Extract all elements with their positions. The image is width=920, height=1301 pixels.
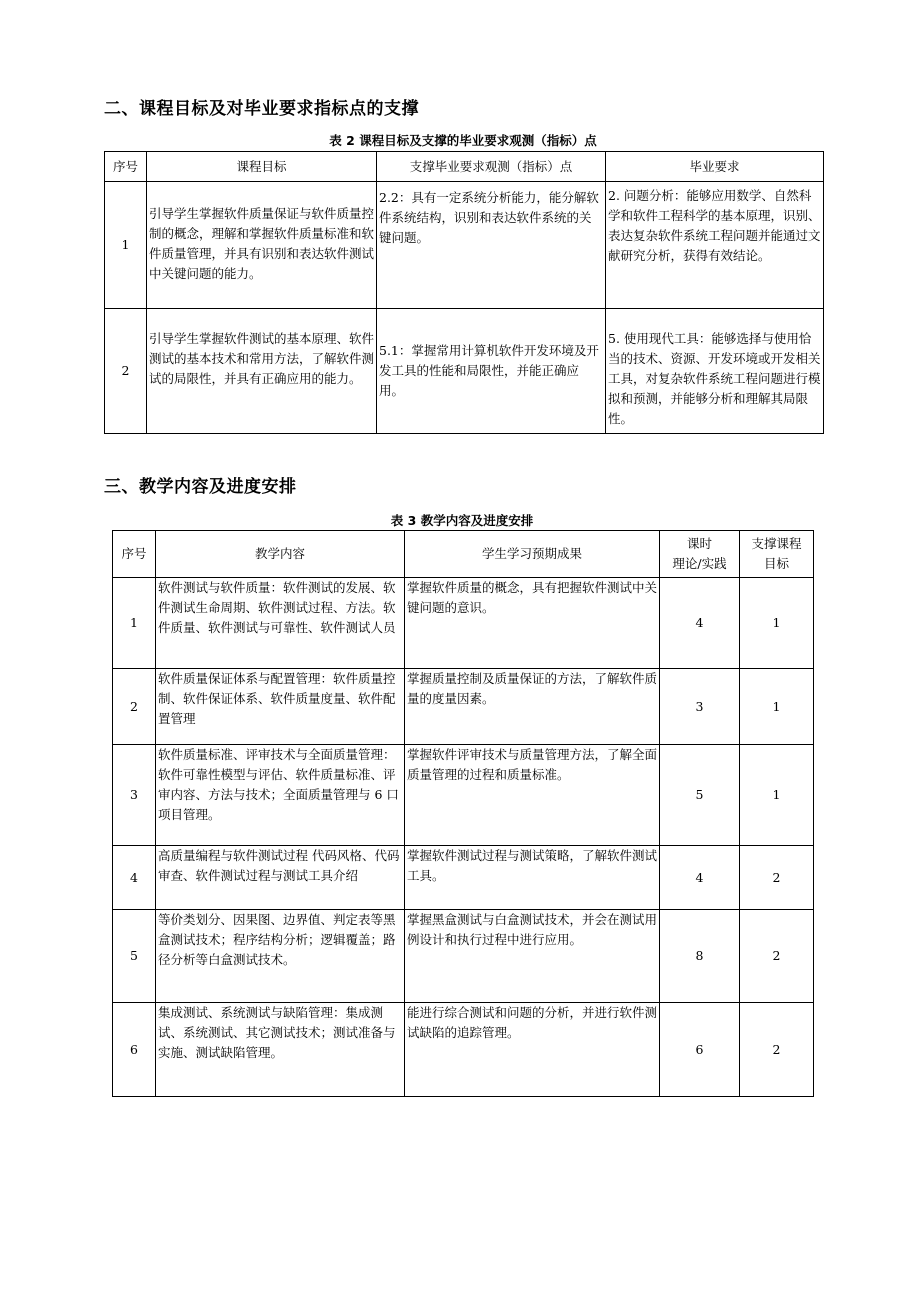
table3-header-content: 教学内容 — [156, 531, 405, 578]
table2-row2-goal: 引导学生掌握软件测试的基本原理、软件测试的基本技术和常用方法，了解软件测试的局限性，并具有正确应用的能力。 — [147, 309, 377, 434]
table3-row2-content: 软件质量保证体系与配置管理：软件质量控制、软件保证体系、软件质量度量、软件配置管理 — [156, 669, 405, 745]
table3-teaching-content — [112, 530, 814, 1097]
table3-row5-no: 5 — [113, 910, 156, 1003]
table3-row1-content: 软件测试与软件质量：软件测试的发展、软件测试生命周期、软件测试过程、方法。软件质量、软件测试与可靠性、软件测试人员 — [156, 578, 405, 669]
table3-row6-goal: 2 — [740, 1003, 814, 1097]
table-row — [113, 846, 814, 910]
table3-row2-hours: 3 — [660, 669, 740, 745]
table3-header-hours — [660, 531, 740, 578]
table-row — [113, 578, 814, 669]
table3-row2-outcome: 掌握质量控制及质量保证的方法，了解软件质量的度量因素。 — [405, 669, 660, 745]
table2-row1-goal: 引导学生掌握软件质量保证与软件质量控制的概念，理解和掌握软件质量标准和软件质量管理，并具有识别和表达软件测试中关键问题的能力。 — [147, 182, 377, 309]
table3-row3-goal: 1 — [740, 745, 814, 846]
table3-row5-hours: 8 — [660, 910, 740, 1003]
section2-heading: 二、课程目标及对毕业要求指标点的支撑 — [104, 99, 419, 119]
table3-header-no: 序号 — [113, 531, 156, 578]
table-row — [113, 910, 814, 1003]
table3-header-row — [113, 531, 814, 578]
table3-row1-hours: 4 — [660, 578, 740, 669]
table3-row4-outcome: 掌握软件测试过程与测试策略，了解软件测试工具。 — [405, 846, 660, 910]
table2-row1-requirement: 2. 问题分析：能够应用数学、自然科学和软件工程科学的基本原理，识别、表达复杂软件系统工程问题并能通过文献研究分析，获得有效结论。 — [606, 182, 824, 309]
table3-row1-goal: 1 — [740, 578, 814, 669]
table3-row3-no: 3 — [113, 745, 156, 846]
table2-row1-indicator: 2.2：具有一定系统分析能力，能分解软件系统结构，识别和表达软件系统的关键问题。 — [377, 182, 606, 309]
table3-row2-goal: 1 — [740, 669, 814, 745]
table3-row1-outcome: 掌握软件质量的概念，具有把握软件测试中关键问题的意识。 — [405, 578, 660, 669]
table2-header-goal: 课程目标 — [147, 152, 377, 182]
table2-header-indicator: 支撑毕业要求观测（指标）点 — [377, 152, 606, 182]
table3-header-goal-line1: 支撑课程 — [751, 536, 802, 551]
table3-row4-no: 4 — [113, 846, 156, 910]
table3-caption: 表 3 教学内容及进度安排 — [390, 513, 534, 528]
table3-row4-goal: 2 — [740, 846, 814, 910]
table2-row2-no: 2 — [105, 309, 147, 434]
table-row — [105, 309, 824, 434]
table3-row4-content: 高质量编程与软件测试过程 代码风格、代码审查、软件测试过程与测试工具介绍 — [156, 846, 405, 910]
table3-row6-outcome: 能进行综合测试和问题的分析，并进行软件测试缺陷的追踪管理。 — [405, 1003, 660, 1097]
table3-row6-hours: 6 — [660, 1003, 740, 1097]
table-row — [113, 745, 814, 846]
table3-header-goal — [740, 531, 814, 578]
table-row — [113, 1003, 814, 1097]
table3-row3-content: 软件质量标准、评审技术与全面质量管理：软件可靠性模型与评估、软件质量标准、评审内容、方法与技术；全面质量管理与 6 口项目管理。 — [156, 745, 405, 846]
table3-row2-no: 2 — [113, 669, 156, 745]
table3-row1-no: 1 — [113, 578, 156, 669]
table3-row3-hours: 5 — [660, 745, 740, 846]
table3-header-hours-line1: 课时 — [686, 536, 712, 551]
table2-header-no: 序号 — [105, 152, 147, 182]
table3-row3-outcome: 掌握软件评审技术与质量管理方法，了解全面质量管理的过程和质量标准。 — [405, 745, 660, 846]
table2-header-row — [105, 152, 824, 182]
table2-caption: 表 2 课程目标及支撑的毕业要求观测（指标）点 — [329, 133, 597, 148]
table2-row2-requirement: 5. 使用现代工具：能够选择与使用恰当的技术、资源、开发环境或开发相关工具，对复杂软件系统工程问题进行模拟和预测，并能够分析和理解其局限性。 — [606, 309, 824, 434]
table3-header-outcome: 学生学习预期成果 — [405, 531, 660, 578]
table-row — [105, 182, 824, 309]
table3-row6-content: 集成测试、系统测试与缺陷管理：集成测试、系统测试、其它测试技术；测试准备与实施、测试缺陷管理。 — [156, 1003, 405, 1097]
table2-row1-no: 1 — [105, 182, 147, 309]
section3-heading: 三、教学内容及进度安排 — [104, 477, 297, 497]
table3-header-hours-line2: 理论/实践 — [672, 556, 727, 571]
table3-row6-no: 6 — [113, 1003, 156, 1097]
table3-header-goal-line2: 目标 — [763, 556, 789, 571]
table2-course-goals — [104, 151, 824, 434]
table2-header-requirement: 毕业要求 — [606, 152, 824, 182]
table-row — [113, 669, 814, 745]
table3-row5-outcome: 掌握黑盒测试与白盒测试技术，并会在测试用例设计和执行过程中进行应用。 — [405, 910, 660, 1003]
table3-row4-hours: 4 — [660, 846, 740, 910]
table2-row2-indicator: 5.1：掌握常用计算机软件开发环境及开发工具的性能和局限性，并能正确应用。 — [377, 309, 606, 434]
table3-row5-content: 等价类划分、因果图、边界值、判定表等黑盒测试技术；程序结构分析；逻辑覆盖；路径分析等白盒测试技术。 — [156, 910, 405, 1003]
table3-row5-goal: 2 — [740, 910, 814, 1003]
